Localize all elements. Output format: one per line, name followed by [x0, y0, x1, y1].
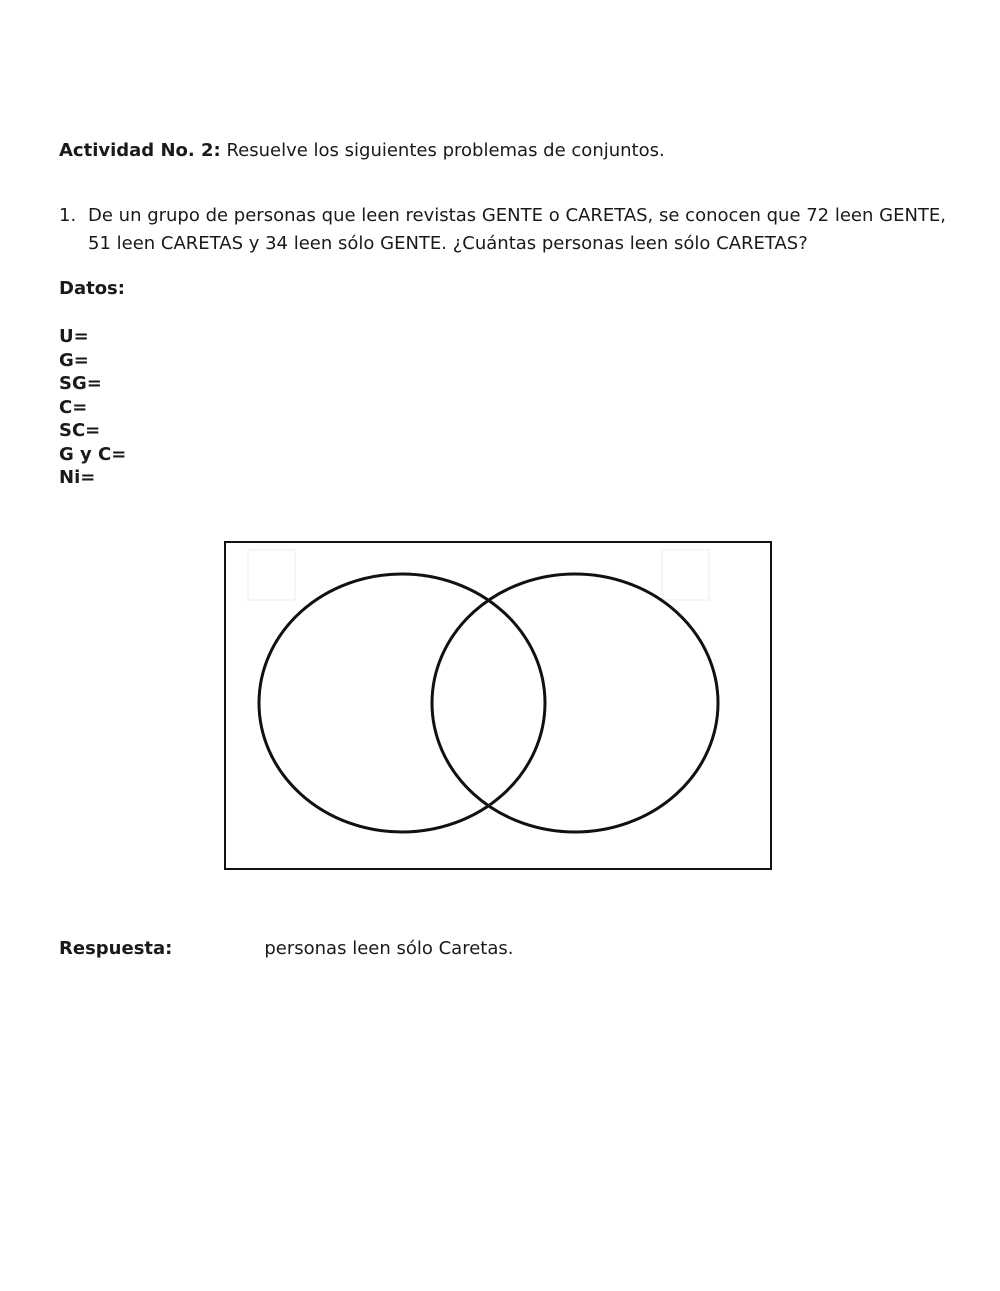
datos-item-c: C=: [59, 396, 88, 418]
answer-text: personas leen sólo Caretas.: [264, 938, 514, 959]
problem-text: De un grupo de personas que leen revistas GENTE o CARETAS, se conocen que 72 leen GENTE, 51 leen CARETAS y 34 leen sólo GENTE. ¿Cuántas personas leen sólo CARETAS?: [88, 205, 947, 254]
activity-heading: [59, 139, 665, 163]
datos-list: [59, 325, 126, 490]
datos-item-g-y-c: G y C=: [59, 443, 127, 465]
datos-item-sg: SG=: [59, 373, 102, 394]
problem-number: 1.: [59, 205, 77, 226]
set-g-circle: [259, 574, 545, 832]
answer-box-right[interactable]: [662, 550, 709, 600]
datos-item-g: G=: [59, 349, 89, 371]
answer-label: Respuesta:: [59, 938, 173, 959]
answer-input[interactable]: [170, 936, 256, 962]
datos-item-u: U=: [59, 326, 89, 347]
universe-rectangle: [225, 542, 771, 869]
datos-item-sc: SC=: [59, 420, 101, 441]
venn-diagram: [224, 541, 772, 871]
answer-box-left[interactable]: [248, 550, 295, 600]
activity-instruction: Resuelve los siguientes problemas de conjuntos.: [226, 140, 665, 161]
set-c-circle: [432, 574, 718, 832]
answer-line: [59, 938, 513, 959]
problem-item: [59, 202, 949, 258]
datos-item-ni: Ni=: [59, 467, 96, 488]
datos-title: Datos:: [59, 278, 125, 299]
activity-label: Actividad No. 2:: [59, 140, 221, 161]
